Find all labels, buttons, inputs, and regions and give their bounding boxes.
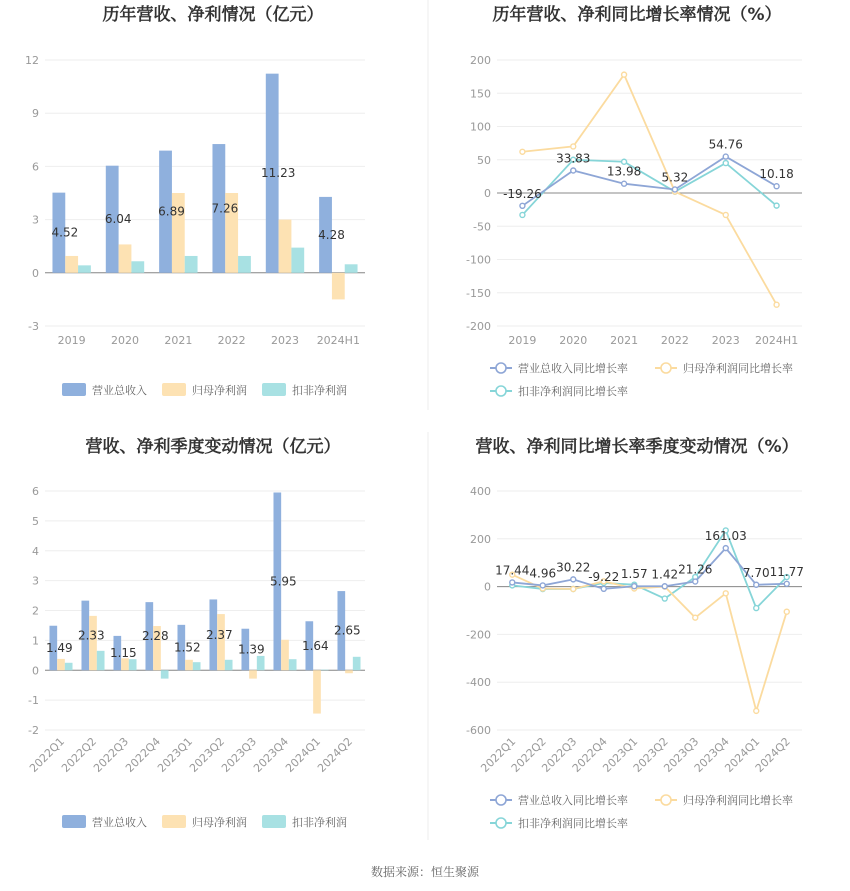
- data-label: 4.28: [318, 227, 345, 242]
- x-tick-label: 2022Q4: [569, 734, 610, 775]
- bar-deducted-profit: [257, 656, 265, 670]
- bar-net-profit: [345, 670, 353, 673]
- y-tick-label: 6: [32, 485, 39, 498]
- data-label: 6.89: [158, 204, 185, 219]
- bar-deducted-profit: [353, 657, 361, 670]
- data-label: 2.65: [333, 623, 361, 638]
- data-label: 1.57: [620, 567, 648, 582]
- legend-marker: [661, 795, 671, 805]
- data-point: [693, 615, 698, 620]
- data-point: [520, 203, 525, 208]
- data-label: 1.64: [301, 638, 329, 653]
- legend-swatch: [262, 383, 286, 396]
- x-tick-label: 2022: [660, 334, 689, 347]
- data-point: [723, 161, 728, 166]
- bar-deducted-profit: [129, 659, 137, 670]
- data-label: 2.28: [141, 629, 169, 644]
- x-tick-label: 2024H1: [316, 334, 360, 347]
- x-tick-label: 2022Q2: [508, 734, 549, 775]
- legend-label: 扣非净利润: [292, 384, 347, 397]
- x-tick-label: 2022Q3: [91, 734, 132, 775]
- x-tick-label: 2023Q3: [661, 734, 702, 775]
- bar-deducted-profit: [97, 651, 105, 670]
- data-label: 13.98: [606, 164, 642, 179]
- x-tick-label: 2023Q2: [630, 734, 671, 775]
- y-tick-label: -200: [466, 628, 491, 642]
- data-label: 2.37: [205, 627, 233, 642]
- data-label: 17.44: [495, 563, 530, 578]
- data-point: [784, 581, 789, 586]
- y-tick-label: -200: [466, 320, 491, 333]
- data-point: [510, 580, 515, 585]
- y-tick-label: 0: [32, 266, 39, 280]
- bar-net-profit: [313, 670, 321, 713]
- legend-label: 扣非净利润: [292, 816, 347, 829]
- data-label: 11.23: [261, 166, 296, 181]
- x-tick-label: 2023Q3: [219, 734, 260, 775]
- legend-label: 归母净利润: [192, 816, 247, 829]
- data-point: [662, 584, 667, 589]
- y-tick-label: 6: [32, 160, 39, 174]
- legend-swatch: [62, 815, 86, 828]
- data-label: 2.33: [77, 628, 105, 643]
- legend-label: 营业总收入: [92, 816, 147, 829]
- x-tick-label: 2021: [164, 334, 193, 347]
- source-note: 数据来源：恒生聚源: [370, 865, 480, 879]
- bar-deducted-profit: [65, 663, 73, 670]
- y-tick-label: 200: [470, 54, 491, 67]
- bar-net-profit: [65, 256, 78, 273]
- bar-deducted-profit: [321, 670, 329, 671]
- x-tick-label: 2022Q2: [59, 734, 100, 775]
- legend-marker: [496, 363, 506, 373]
- data-point: [723, 591, 728, 596]
- bar-deducted-profit: [345, 264, 358, 273]
- data-point: [632, 584, 637, 589]
- bar-net-profit: [281, 640, 289, 670]
- y-tick-label: -2: [28, 724, 39, 737]
- data-label: 161.03: [704, 529, 747, 544]
- x-tick-label: 2024Q1: [722, 734, 763, 775]
- data-label: 10.18: [759, 167, 794, 182]
- y-tick-label: -50: [473, 220, 491, 234]
- legend-swatch: [62, 383, 86, 396]
- data-point: [520, 149, 525, 154]
- legend-marker: [496, 818, 506, 828]
- bar-deducted-profit: [78, 265, 91, 272]
- y-tick-label: 0: [484, 580, 491, 594]
- data-point: [774, 203, 779, 208]
- x-tick-label: 2023: [711, 334, 740, 347]
- bar-deducted-profit: [161, 670, 169, 678]
- bar-deducted-profit: [289, 659, 297, 670]
- chart-title-0: 历年营收、净利情况（亿元）: [102, 5, 324, 25]
- data-point: [622, 72, 627, 77]
- bar-deducted-profit: [185, 256, 198, 273]
- y-tick-label: 0: [32, 664, 39, 678]
- data-label: 1.39: [237, 642, 265, 657]
- y-tick-label: -400: [466, 676, 491, 690]
- chart-title-3: 营收、净利同比增长率季度变动情况（%）: [475, 437, 799, 457]
- legend-label: 扣非净利润同比增长率: [518, 385, 628, 398]
- data-label: 1.49: [45, 640, 73, 655]
- data-point: [754, 582, 759, 587]
- data-label: 4.96: [529, 566, 557, 581]
- x-tick-label: 2023Q1: [155, 734, 196, 775]
- legend-label: 扣非净利润同比增长率: [518, 817, 628, 830]
- data-point: [723, 212, 728, 217]
- legend-marker: [661, 363, 671, 373]
- data-label: 33.83: [556, 151, 591, 166]
- data-point: [520, 212, 525, 217]
- data-point: [601, 586, 606, 591]
- bar-deducted-profit: [193, 662, 201, 670]
- data-point: [571, 577, 576, 582]
- x-tick-label: 2023Q4: [691, 734, 732, 775]
- legend-label: 归母净利润同比增长率: [683, 794, 793, 807]
- bar-net-profit: [332, 273, 345, 300]
- data-point: [784, 609, 789, 614]
- y-tick-label: -600: [466, 724, 491, 737]
- bar-deducted-profit: [291, 248, 304, 273]
- y-tick-label: 1: [32, 634, 39, 648]
- y-tick-label: 200: [470, 532, 491, 546]
- data-label: 30.22: [556, 560, 591, 575]
- data-label: 7.26: [211, 201, 239, 216]
- y-tick-label: 400: [470, 485, 491, 498]
- x-tick-label: 2022Q3: [539, 734, 580, 775]
- data-label: 1.52: [173, 640, 201, 655]
- data-label: 1.15: [109, 646, 137, 661]
- y-tick-label: 3: [32, 213, 39, 227]
- legend-swatch: [262, 815, 286, 828]
- x-tick-label: 2022: [217, 334, 246, 347]
- bar-net-profit: [279, 220, 292, 273]
- data-point: [723, 546, 728, 551]
- bar-net-profit: [249, 670, 257, 678]
- data-label: 5.32: [661, 170, 689, 185]
- y-tick-label: 50: [477, 153, 491, 167]
- y-tick-label: -3: [28, 320, 39, 333]
- x-tick-label: 2024Q2: [752, 734, 793, 775]
- x-tick-label: 2020: [111, 334, 139, 347]
- data-point: [540, 583, 545, 588]
- data-point: [754, 606, 759, 611]
- y-tick-label: -100: [466, 253, 491, 267]
- bar-deducted-profit: [131, 261, 144, 273]
- legend-marker: [496, 795, 506, 805]
- data-label: 1.42: [651, 567, 679, 582]
- chart-title-2: 营收、净利季度变动情况（亿元）: [85, 437, 341, 457]
- legend-label: 归母净利润: [192, 384, 247, 397]
- y-tick-label: 3: [32, 574, 39, 588]
- data-point: [672, 187, 677, 192]
- y-tick-label: 150: [470, 87, 491, 101]
- data-label: 5.95: [269, 574, 297, 589]
- data-point: [571, 144, 576, 149]
- bar-net-profit: [217, 614, 225, 670]
- data-label: -9.22: [588, 569, 620, 584]
- data-point: [622, 181, 627, 186]
- y-tick-label: -150: [466, 286, 491, 300]
- y-tick-label: 5: [32, 514, 39, 528]
- x-tick-label: 2020: [559, 334, 588, 347]
- x-tick-label: 2022Q1: [27, 734, 68, 775]
- bar-deducted-profit: [238, 256, 251, 273]
- y-tick-label: 12: [25, 54, 39, 67]
- legend-swatch: [162, 815, 186, 828]
- data-label: 21.26: [678, 562, 713, 577]
- series-line-1: [512, 575, 787, 711]
- bar-net-profit: [185, 660, 193, 670]
- x-tick-label: 2024Q1: [283, 734, 324, 775]
- x-tick-label: 2024H1: [754, 334, 799, 347]
- data-point: [571, 586, 576, 591]
- x-tick-label: 2019: [57, 334, 86, 347]
- series-line-1: [522, 75, 776, 305]
- data-label: -19.26: [503, 186, 542, 201]
- bar-net-profit: [121, 658, 129, 670]
- y-tick-label: 100: [470, 120, 491, 134]
- data-point: [571, 168, 576, 173]
- bar-net-profit: [119, 244, 132, 272]
- x-tick-label: 2021: [610, 334, 639, 347]
- x-tick-label: 2022Q4: [123, 734, 164, 775]
- data-label: 4.52: [51, 225, 79, 240]
- data-label: 7.70: [742, 565, 770, 580]
- bar-net-profit: [57, 659, 65, 670]
- data-point: [754, 708, 759, 713]
- data-label: 6.04: [104, 212, 132, 227]
- legend-marker: [496, 386, 506, 396]
- y-tick-label: 2: [32, 604, 39, 618]
- legend-label: 营业总收入同比增长率: [518, 362, 628, 375]
- data-point: [622, 159, 627, 164]
- x-tick-label: 2023Q1: [600, 734, 641, 775]
- data-label: 54.76: [708, 137, 743, 152]
- x-tick-label: 2024Q2: [315, 734, 356, 775]
- y-tick-label: 4: [32, 544, 39, 558]
- data-point: [774, 184, 779, 189]
- legend-swatch: [162, 383, 186, 396]
- bar-net-profit: [89, 616, 97, 670]
- legend-label: 营业总收入: [92, 384, 147, 397]
- chart-title-1: 历年营收、净利同比增长率情况（%）: [492, 5, 782, 25]
- data-label: 11.77: [769, 564, 804, 579]
- bar-deducted-profit: [225, 660, 233, 670]
- y-tick-label: 0: [484, 187, 491, 200]
- y-tick-label: 9: [32, 107, 39, 121]
- legend-label: 归母净利润同比增长率: [683, 362, 793, 375]
- x-tick-label: 2023Q2: [187, 734, 228, 775]
- x-tick-label: 2019: [508, 334, 537, 347]
- legend-label: 营业总收入同比增长率: [518, 794, 628, 807]
- x-tick-label: 2023Q4: [251, 734, 292, 775]
- data-point: [693, 579, 698, 584]
- x-tick-label: 2023: [271, 334, 299, 347]
- x-tick-label: 2022Q1: [478, 734, 519, 775]
- data-point: [774, 302, 779, 307]
- y-tick-label: -1: [28, 694, 39, 708]
- data-point: [662, 596, 667, 601]
- data-point: [723, 154, 728, 159]
